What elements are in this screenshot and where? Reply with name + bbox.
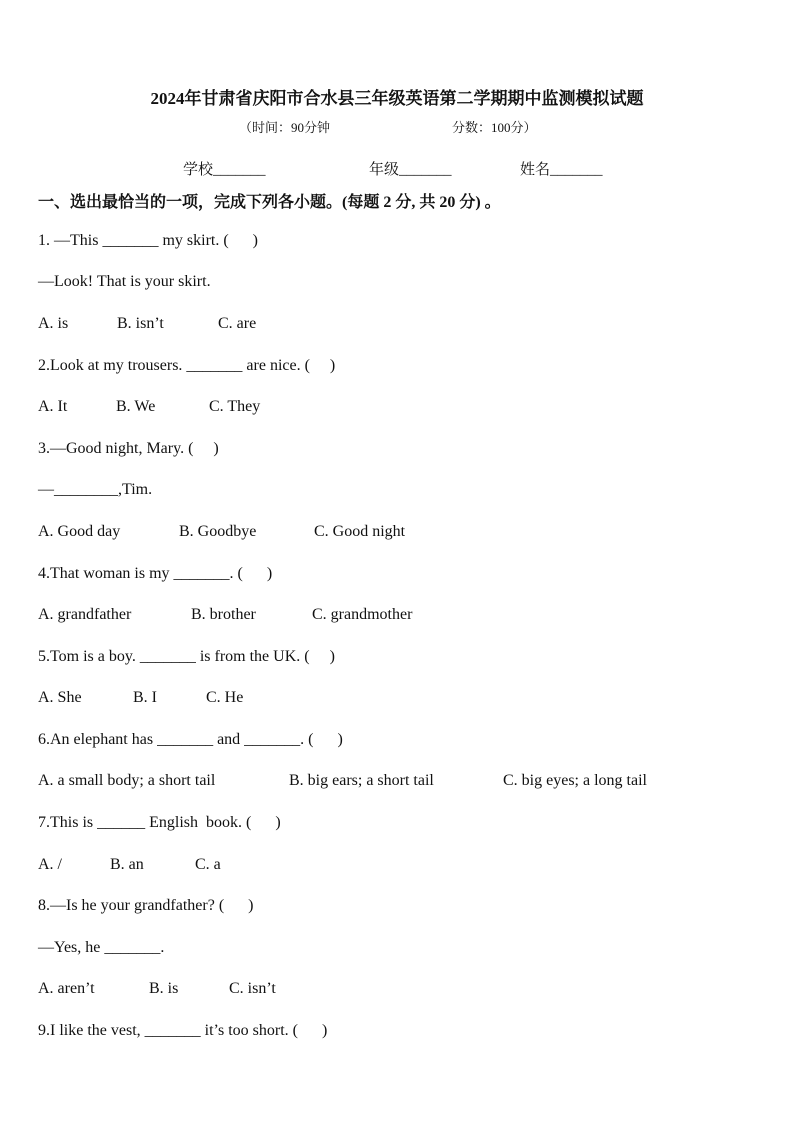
question-1-dialogue: —Look! That is your skirt. xyxy=(38,273,211,290)
question-4-option-a: A. grandfather xyxy=(38,606,132,623)
question-9-stem: 9.I like the vest, _______ it’s too short. ( ) xyxy=(38,1022,328,1039)
exam-time: （时间：90分钟 xyxy=(239,120,331,135)
question-5-option-c: C. He xyxy=(206,689,244,706)
question-2-option-a: A. It xyxy=(38,398,68,415)
question-6-option-c: C. big eyes; a long tail xyxy=(503,772,647,789)
question-7-option-c: C. a xyxy=(195,856,221,873)
grade-field: 年级_______ xyxy=(369,162,452,178)
school-field: 学校_______ xyxy=(183,162,266,178)
question-7-stem: 7.This is ______ English book. ( ) xyxy=(38,814,281,831)
question-3-option-a: A. Good day xyxy=(38,523,121,540)
question-2-option-b: B. We xyxy=(116,398,156,415)
question-2-stem: 2.Look at my trousers. _______ are nice. ( ) xyxy=(38,357,336,374)
question-6-stem: 6.An elephant has _______ and _______. ( ) xyxy=(38,731,343,748)
question-1-option-a: A. is xyxy=(38,315,69,332)
exam-title: 2024年甘肃省庆阳市合水县三年级英语第二学期期中监测模拟试题 xyxy=(150,89,644,108)
question-5-stem: 5.Tom is a boy. _______ is from the UK. ( ) xyxy=(38,648,335,665)
question-3-option-c: C. Good night xyxy=(314,523,406,540)
exam-score: 分数：100分） xyxy=(452,120,537,135)
question-3-stem: 3.—Good night, Mary. ( ) xyxy=(38,440,219,457)
question-4-stem: 4.That woman is my _______. ( ) xyxy=(38,565,273,582)
question-3-dialogue: —________,Tim. xyxy=(38,481,153,498)
question-5-option-b: B. I xyxy=(133,689,157,706)
question-8-option-c: C. isn’t xyxy=(229,980,276,997)
question-7-option-b: B. an xyxy=(110,856,144,873)
question-5-option-a: A. She xyxy=(38,689,82,706)
question-4-option-c: C. grandmother xyxy=(312,606,413,623)
section-heading: 一、选出最恰当的一项，完成下列各小题。(每题 2 分, 共 20 分) 。 xyxy=(38,194,501,211)
question-7-option-a: A. / xyxy=(38,856,62,873)
question-4-option-b: B. brother xyxy=(191,606,256,623)
question-8-dialogue: —Yes, he _______. xyxy=(38,939,165,956)
name-field: 姓名_______ xyxy=(520,162,603,178)
question-6-option-a: A. a small body; a short tail xyxy=(38,772,216,789)
question-1-option-b: B. isn’t xyxy=(117,315,164,332)
question-6-option-b: B. big ears; a short tail xyxy=(289,772,434,789)
question-1-option-c: C. are xyxy=(218,315,257,332)
question-3-option-b: B. Goodbye xyxy=(179,523,257,540)
question-8-option-a: A. aren’t xyxy=(38,980,95,997)
question-2-option-c: C. They xyxy=(209,398,261,415)
question-8-option-b: B. is xyxy=(149,980,179,997)
question-1-stem: 1. —This _______ my skirt. ( ) xyxy=(38,232,258,249)
question-8-stem: 8.—Is he your grandfather? ( ) xyxy=(38,897,254,914)
